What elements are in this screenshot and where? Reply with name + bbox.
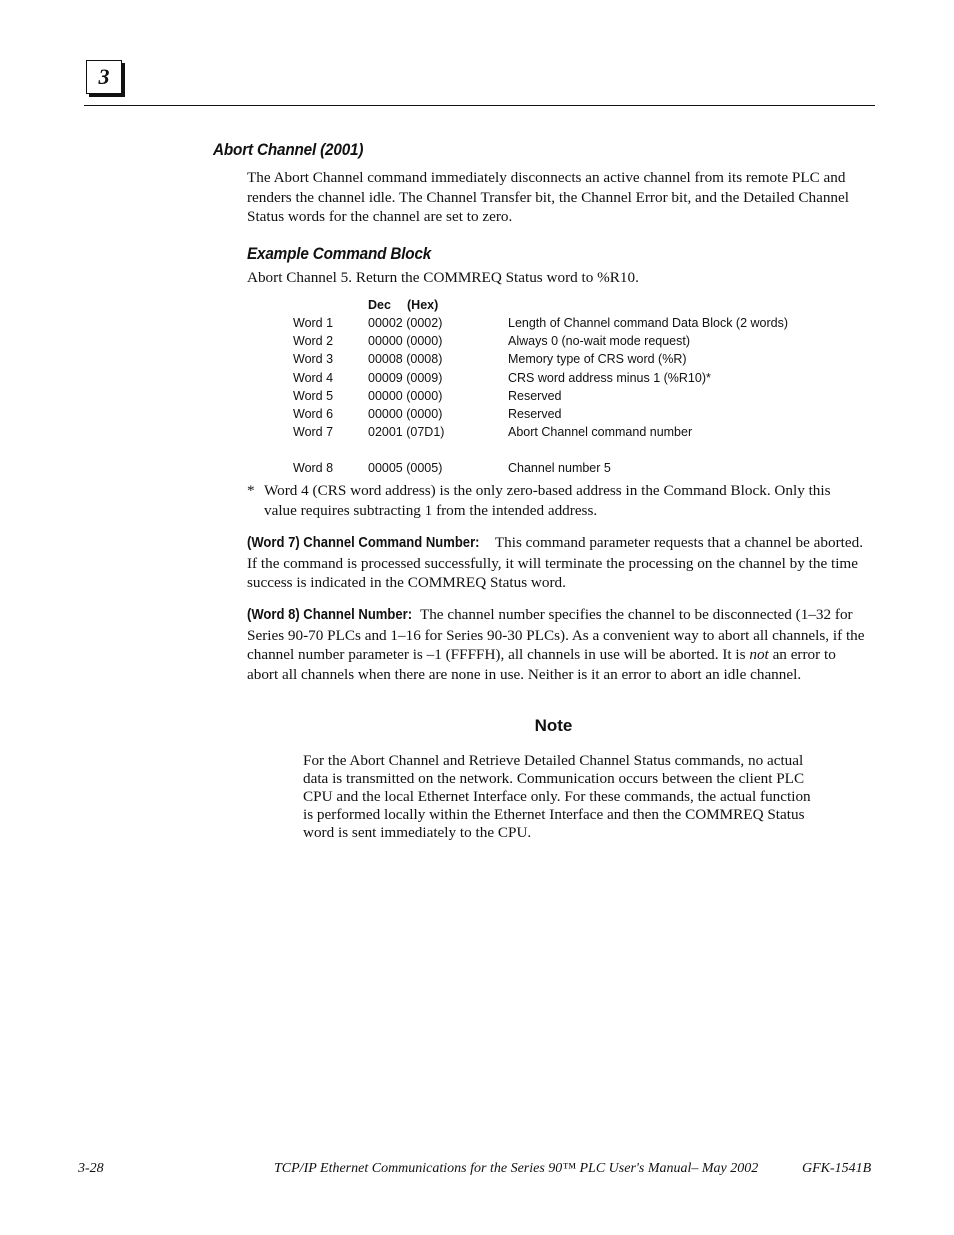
- note-title: Note: [534, 716, 573, 735]
- footer-title: TCP/IP Ethernet Communications for the Series 90™ PLC User's Manual– May 2002: [274, 1161, 759, 1176]
- example-intro: Abort Channel 5. Return the COMMREQ Status word to %R10.: [247, 269, 639, 286]
- row-description: Always 0 (no-wait mode request): [508, 334, 691, 348]
- column-header-hex: (Hex): [407, 298, 439, 312]
- footnote: [247, 481, 867, 520]
- row-word: Word 5: [293, 389, 334, 403]
- word8-paragraph: [247, 605, 867, 684]
- word8-text-before: The channel number specifies the channel to be disconnected (1–32 for Series 90-70 PLCs and 1–16 for Series 90-30 PLCs). As a convenient way to abort all channels, if the channel number parameter is –1 (FFFFH), all channels in use will be aborted. It is: [247, 606, 865, 664]
- row-word: Word 8: [293, 461, 334, 475]
- row-value: 00000 (0000): [368, 334, 443, 348]
- section-heading: Abort Channel (2001): [213, 140, 364, 159]
- column-header-dec: Dec: [368, 298, 391, 312]
- word7-label: (Word 7) Channel Command Number:: [247, 535, 480, 551]
- row-word: Word 6: [293, 407, 334, 421]
- row-description: Abort Channel command number: [508, 425, 693, 439]
- word8-text-italic: not: [749, 646, 769, 664]
- row-description: Length of Channel command Data Block (2 words): [508, 316, 789, 330]
- footnote-marker: *: [247, 482, 255, 499]
- row-value: 00002 (0002): [368, 316, 443, 330]
- row-value: 00008 (0008): [368, 352, 443, 366]
- example-heading: Example Command Block: [247, 244, 432, 263]
- note-text: For the Abort Channel and Retrieve Detailed Channel Status commands, no actual data is transmitted on the network. Communication occurs between the client PLC CPU and the local Ethernet Interface only. For these commands, the actual function is performed locally within the Ethernet Interface and then the COMMREQ Status word is sent immediately to the CPU.: [303, 752, 811, 841]
- row-word: Word 1: [293, 316, 334, 330]
- row-value: 00000 (0000): [368, 389, 443, 403]
- header-rule: [84, 105, 875, 106]
- word7-text: This command parameter requests that a channel be aborted. If the command is processed successfully, it will terminate the processing on the channel by the time success is indicated in the COMMREQ Status word.: [247, 534, 864, 592]
- row-word: Word 3: [293, 352, 334, 366]
- row-value: 00005 (0005): [368, 461, 443, 475]
- chapter-number-box: [86, 60, 122, 94]
- row-word: Word 2: [293, 334, 334, 348]
- row-description: Memory type of CRS word (%R): [508, 352, 687, 366]
- footer-page-number: 3-28: [78, 1161, 104, 1176]
- word8-text-after: an error to abort all channels when there are none in use. Neither is it an error to abort an idle channel.: [247, 646, 836, 683]
- footnote-text: Word 4 (CRS word address) is the only zero-based address in the Command Block. Only this value requires subtracting 1 from the intended address.: [264, 482, 831, 519]
- word7-paragraph: [247, 533, 867, 593]
- section-intro: The Abort Channel command immediately disconnects an active channel from its remote PLC and renders the channel idle. The Channel Transfer bit, the Channel Error bit, and the Detailed Channel Status words for the channel are set to zero.: [247, 169, 849, 226]
- row-word: Word 4: [293, 371, 334, 385]
- row-value: 02001 (07D1): [368, 425, 445, 439]
- chapter-number: 3: [98, 64, 110, 89]
- row-value: 00009 (0009): [368, 371, 443, 385]
- footer-doc-id: GFK-1541B: [802, 1161, 872, 1176]
- word8-label: (Word 8) Channel Number:: [247, 607, 413, 623]
- row-value: 00000 (0000): [368, 407, 443, 421]
- row-description: CRS word address minus 1 (%R10)*: [508, 371, 711, 385]
- row-description: Reserved: [508, 407, 562, 421]
- row-description: Channel number 5: [508, 461, 611, 475]
- row-word: Word 7: [293, 425, 334, 439]
- row-description: Reserved: [508, 389, 562, 403]
